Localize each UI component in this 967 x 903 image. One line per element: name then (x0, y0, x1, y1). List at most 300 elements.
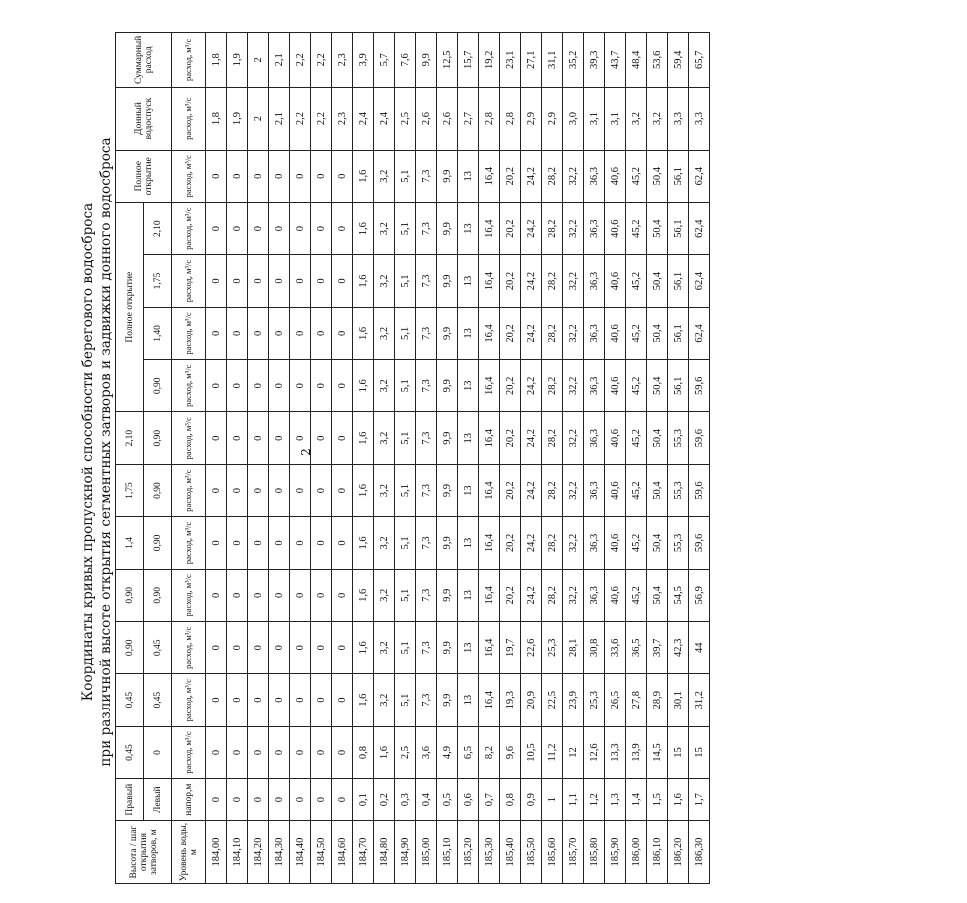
discharge-cell: 0 (227, 622, 248, 674)
discharge-cell: 62,4 (689, 150, 710, 202)
table-row (626, 33, 647, 884)
discharge-cell: 28,2 (542, 202, 563, 254)
discharge-cell: 5,1 (395, 202, 416, 254)
table-row (689, 33, 710, 884)
full-open-step-3: 2,10 (144, 202, 172, 254)
table-row (563, 33, 584, 884)
discharge-cell: 45,2 (626, 202, 647, 254)
discharge-cell: 28,2 (542, 255, 563, 307)
table-row (584, 33, 605, 884)
discharge-cell: 0 (248, 464, 269, 516)
discharge-cell: 0 (206, 674, 227, 726)
discharge-cell: 5,1 (395, 674, 416, 726)
discharge-cell: 13 (458, 150, 479, 202)
discharge-cell: 9,9 (437, 202, 458, 254)
discharge-cell: 0 (206, 517, 227, 569)
full-open-step-2: 1,75 (144, 255, 172, 307)
discharge-cell: 0 (311, 255, 332, 307)
discharge-cell: 3,2 (374, 674, 395, 726)
discharge-cell: 12 (563, 726, 584, 778)
discharge-cell: 0 (269, 674, 290, 726)
water-level-cell: 184,60 (332, 821, 353, 884)
discharge-cell: 13 (458, 517, 479, 569)
table-row (437, 33, 458, 884)
head-cell: 0 (269, 779, 290, 821)
discharge-cell: 50,4 (647, 464, 668, 516)
discharge-cell: 3,6 (416, 726, 437, 778)
discharge-cell: 45,2 (626, 412, 647, 464)
discharge-cell: 0 (332, 622, 353, 674)
discharge-cell: 3,3 (689, 87, 710, 150)
discharge-cell: 25,3 (542, 622, 563, 674)
discharge-cell: 7,3 (416, 569, 437, 621)
discharge-cell: 59,6 (689, 360, 710, 412)
discharge-cell: 1,9 (227, 87, 248, 150)
discharge-cell: 3,2 (374, 307, 395, 359)
total-discharge-cell: 3,9 (353, 33, 374, 88)
discharge-cell: 20,2 (500, 464, 521, 516)
discharge-cell: 1,6 (353, 360, 374, 412)
flow-unit-label: расход, м³/с (172, 622, 206, 674)
right-opening-4: 0,90 (116, 569, 144, 621)
discharge-cell: 59,6 (689, 464, 710, 516)
total-discharge-cell: 59,4 (668, 33, 689, 88)
discharge-cell: 1,6 (353, 464, 374, 516)
head-cell: 1,6 (668, 779, 689, 821)
discharge-cell: 28,2 (542, 412, 563, 464)
discharge-cell: 32,2 (563, 517, 584, 569)
discharge-cell: 36,3 (584, 412, 605, 464)
discharge-cell: 0 (311, 674, 332, 726)
discharge-cell: 0 (227, 726, 248, 778)
table-row (332, 33, 353, 884)
discharge-cell: 0 (290, 726, 311, 778)
discharge-cell: 9,9 (437, 255, 458, 307)
discharge-cell: 50,4 (647, 255, 668, 307)
table-row (206, 33, 227, 884)
discharge-cell: 9,9 (437, 517, 458, 569)
water-level-cell: 184,70 (353, 821, 374, 884)
discharge-cell: 14,5 (647, 726, 668, 778)
discharge-cell: 62,4 (689, 307, 710, 359)
discharge-cell: 0 (311, 726, 332, 778)
table-row (668, 33, 689, 884)
discharge-cell: 45,2 (626, 150, 647, 202)
discharge-cell: 1,6 (353, 307, 374, 359)
flow-unit-label: расход, м³/с (172, 202, 206, 254)
discharge-cell: 45,2 (626, 307, 647, 359)
discharge-cell: 15 (668, 726, 689, 778)
water-level-cell: 186,30 (689, 821, 710, 884)
discharge-cell: 0 (290, 307, 311, 359)
left-opening-7: 0,90 (144, 412, 172, 464)
discharge-cell: 0 (311, 202, 332, 254)
discharge-cell: 2,2 (311, 87, 332, 150)
head-cell: 1,2 (584, 779, 605, 821)
discharge-cell: 5,1 (395, 622, 416, 674)
discharge-cell: 2,5 (395, 726, 416, 778)
table-body (206, 33, 710, 884)
discharge-cell: 0 (332, 360, 353, 412)
discharge-cell: 2,8 (500, 87, 521, 150)
discharge-cell: 13 (458, 464, 479, 516)
discharge-cell: 55,3 (668, 412, 689, 464)
discharge-cell: 7,3 (416, 464, 437, 516)
discharge-cell: 0 (290, 674, 311, 726)
discharge-cell: 0 (290, 464, 311, 516)
discharge-cell: 13 (458, 360, 479, 412)
left-opening-4: 0,90 (144, 569, 172, 621)
discharge-cell: 50,4 (647, 360, 668, 412)
discharge-cell: 0 (332, 412, 353, 464)
discharge-cell: 24,2 (521, 202, 542, 254)
discharge-cell: 0 (269, 464, 290, 516)
water-level-cell: 185,30 (479, 821, 500, 884)
left-gate-label: Левый (144, 779, 172, 821)
total-discharge-cell: 2,2 (290, 33, 311, 88)
discharge-cell: 2,3 (332, 87, 353, 150)
discharge-cell: 20,2 (500, 150, 521, 202)
discharge-cell: 0 (227, 360, 248, 412)
right-opening-2: 0,45 (116, 674, 144, 726)
discharge-cell: 13 (458, 412, 479, 464)
right-gate-label: Правый (116, 779, 144, 821)
discharge-cell: 56,1 (668, 255, 689, 307)
discharge-cell: 40,6 (605, 150, 626, 202)
discharge-cell: 0 (290, 517, 311, 569)
head-cell: 0 (227, 779, 248, 821)
total-discharge-cell: 2,3 (332, 33, 353, 88)
discharge-cell: 2,9 (521, 87, 542, 150)
corner-label: Высота / шаг открытия затворов, м (116, 821, 172, 884)
total-discharge-cell: 48,4 (626, 33, 647, 88)
discharge-cell: 0 (269, 255, 290, 307)
head-cell: 0 (290, 779, 311, 821)
discharge-cell: 0 (206, 726, 227, 778)
discharge-cell: 3,2 (374, 412, 395, 464)
discharge-cell: 1,6 (353, 517, 374, 569)
discharge-cell: 19,3 (500, 674, 521, 726)
full-open-single-label: Полное открытие (116, 150, 172, 202)
discharge-cell: 0 (311, 517, 332, 569)
discharge-cell: 32,2 (563, 255, 584, 307)
discharge-cell: 0 (206, 569, 227, 621)
discharge-cell: 16,4 (479, 622, 500, 674)
discharge-cell: 36,3 (584, 517, 605, 569)
discharge-cell: 0 (311, 569, 332, 621)
flow-unit-label: расход, м³/с (172, 307, 206, 359)
discharge-cell: 0 (332, 464, 353, 516)
discharge-cell: 0 (332, 517, 353, 569)
discharge-cell: 13 (458, 569, 479, 621)
discharge-cell: 7,3 (416, 360, 437, 412)
discharge-cell: 3,2 (374, 150, 395, 202)
discharge-cell: 3,2 (626, 87, 647, 150)
discharge-cell: 0 (227, 255, 248, 307)
discharge-cell: 20,9 (521, 674, 542, 726)
discharge-cell: 3,2 (374, 464, 395, 516)
flow-unit-label: расход, м³/с (172, 674, 206, 726)
discharge-cell: 7,3 (416, 517, 437, 569)
discharge-cell: 28,2 (542, 517, 563, 569)
page-number: 2 (299, 448, 313, 456)
discharge-cell: 0 (227, 150, 248, 202)
discharge-cell: 0 (269, 307, 290, 359)
discharge-cell: 36,3 (584, 569, 605, 621)
discharge-cell: 0 (248, 360, 269, 412)
water-level-cell: 186,00 (626, 821, 647, 884)
discharge-cell: 28,2 (542, 464, 563, 516)
discharge-cell: 45,2 (626, 360, 647, 412)
discharge-cell: 3,2 (374, 517, 395, 569)
discharge-cell: 3,2 (374, 360, 395, 412)
discharge-cell: 1,6 (353, 202, 374, 254)
discharge-cell: 36,3 (584, 360, 605, 412)
discharge-cell: 27,8 (626, 674, 647, 726)
discharge-cell: 36,3 (584, 307, 605, 359)
discharge-cell: 2,7 (458, 87, 479, 150)
discharge-cell: 13 (458, 202, 479, 254)
head-cell: 0,8 (500, 779, 521, 821)
discharge-cell: 16,4 (479, 360, 500, 412)
discharge-cell: 56,1 (668, 202, 689, 254)
discharge-cell: 59,6 (689, 412, 710, 464)
right-opening-7: 2,10 (116, 412, 144, 464)
bottom-outlet-label: Донный водоспуск (116, 87, 172, 150)
discharge-cell: 16,4 (479, 202, 500, 254)
discharge-cell: 36,3 (584, 464, 605, 516)
discharge-cell: 40,6 (605, 464, 626, 516)
discharge-cell: 26,5 (605, 674, 626, 726)
total-discharge-cell: 27,1 (521, 33, 542, 88)
discharge-cell: 0 (332, 255, 353, 307)
head-cell: 0 (332, 779, 353, 821)
table-row (521, 33, 542, 884)
total-discharge-cell: 1,9 (227, 33, 248, 88)
discharge-cell: 30,8 (584, 622, 605, 674)
discharge-cell: 7,3 (416, 307, 437, 359)
discharge-cell: 0 (290, 255, 311, 307)
discharge-cell: 0 (269, 360, 290, 412)
discharge-cell: 40,6 (605, 307, 626, 359)
discharge-cell: 1,6 (353, 569, 374, 621)
discharge-cell: 0 (311, 412, 332, 464)
left-opening-3: 0,45 (144, 622, 172, 674)
discharge-cell: 40,6 (605, 202, 626, 254)
head-cell: 0,5 (437, 779, 458, 821)
discharge-cell: 50,4 (647, 307, 668, 359)
water-level-cell: 185,70 (563, 821, 584, 884)
discharge-cell: 16,4 (479, 255, 500, 307)
water-level-cell: 186,20 (668, 821, 689, 884)
discharge-cell: 0 (206, 622, 227, 674)
head-cell: 0,2 (374, 779, 395, 821)
full-open-group-label: Полное открытие (116, 202, 144, 412)
head-cell: 0,3 (395, 779, 416, 821)
discharge-cell: 32,2 (563, 412, 584, 464)
discharge-cell: 20,2 (500, 517, 521, 569)
discharge-cell: 1,8 (206, 87, 227, 150)
discharge-cell: 0 (248, 202, 269, 254)
discharge-cell: 50,4 (647, 569, 668, 621)
table-row (500, 33, 521, 884)
flow-unit-label: расход, м³/с (172, 255, 206, 307)
discharge-cell: 9,9 (437, 622, 458, 674)
discharge-cell: 5,1 (395, 360, 416, 412)
discharge-cell: 28,2 (542, 150, 563, 202)
discharge-cell: 36,3 (584, 150, 605, 202)
head-label: напор,м (172, 779, 206, 821)
discharge-cell: 13 (458, 307, 479, 359)
title-line-2: при различной высоте открытия сегментных затворов и задвижки донного водосброса (98, 137, 114, 767)
discharge-cell: 0 (248, 255, 269, 307)
total-discharge-cell: 43,7 (605, 33, 626, 88)
discharge-cell: 1,6 (353, 255, 374, 307)
total-discharge-cell: 2,1 (269, 33, 290, 88)
discharge-cell: 56,9 (689, 569, 710, 621)
water-level-cell: 185,00 (416, 821, 437, 884)
discharge-cell: 0 (332, 569, 353, 621)
discharge-cell: 32,2 (563, 202, 584, 254)
discharge-cell: 20,2 (500, 255, 521, 307)
discharge-cell: 0 (311, 622, 332, 674)
discharge-cell: 0 (332, 674, 353, 726)
discharge-cell: 5,1 (395, 150, 416, 202)
head-cell: 1,7 (689, 779, 710, 821)
discharge-cell: 0 (248, 517, 269, 569)
discharge-cell: 13,9 (626, 726, 647, 778)
water-level-cell: 185,10 (437, 821, 458, 884)
water-level-cell: 185,40 (500, 821, 521, 884)
discharge-cell: 0 (311, 360, 332, 412)
discharge-cell: 0 (227, 307, 248, 359)
right-opening-1: 0,45 (116, 726, 144, 778)
table-row (395, 33, 416, 884)
discharge-cell: 2,8 (479, 87, 500, 150)
head-cell: 0,6 (458, 779, 479, 821)
discharge-cell: 0 (206, 202, 227, 254)
flow-unit-label: расход, м³/с (172, 726, 206, 778)
flow-unit-label: расход, м³/с (172, 360, 206, 412)
water-level-cell: 186,10 (647, 821, 668, 884)
discharge-cell: 24,2 (521, 150, 542, 202)
discharge-cell: 45,2 (626, 517, 647, 569)
discharge-cell: 44 (689, 622, 710, 674)
table-row (269, 33, 290, 884)
discharge-cell: 0 (269, 150, 290, 202)
discharge-cell: 3,0 (563, 87, 584, 150)
discharge-cell: 2,1 (269, 87, 290, 150)
discharge-cell: 9,9 (437, 464, 458, 516)
discharge-cell: 2,2 (290, 87, 311, 150)
table-row (248, 33, 269, 884)
discharge-cell: 10,5 (521, 726, 542, 778)
discharge-cell: 0 (269, 202, 290, 254)
discharge-cell: 54,5 (668, 569, 689, 621)
discharge-cell: 0 (290, 360, 311, 412)
water-level-cell: 184,50 (311, 821, 332, 884)
discharge-cell: 1,6 (353, 412, 374, 464)
total-discharge-cell: 31,1 (542, 33, 563, 88)
table-row (479, 33, 500, 884)
discharge-cell: 24,2 (521, 360, 542, 412)
water-level-cell: 185,20 (458, 821, 479, 884)
table-rotation-frame (115, 32, 967, 882)
discharge-cell: 40,6 (605, 569, 626, 621)
discharge-cell: 9,9 (437, 307, 458, 359)
flow-unit-label: расход, м³/с (172, 87, 206, 150)
discharge-cell: 2,5 (395, 87, 416, 150)
discharge-cell: 32,2 (563, 150, 584, 202)
header-row-right (116, 33, 144, 884)
full-open-step-1: 1,40 (144, 307, 172, 359)
total-discharge-cell: 65,7 (689, 33, 710, 88)
discharge-cell: 0 (269, 412, 290, 464)
discharge-cell: 0 (248, 150, 269, 202)
right-opening-6: 1,75 (116, 464, 144, 516)
discharge-cell: 7,3 (416, 674, 437, 726)
discharge-cell: 7,3 (416, 255, 437, 307)
discharge-cell: 0 (311, 307, 332, 359)
flow-unit-label: расход, м³/с (172, 150, 206, 202)
head-cell: 0,7 (479, 779, 500, 821)
discharge-cell: 0 (227, 412, 248, 464)
discharge-cell: 3,1 (584, 87, 605, 150)
discharge-cell: 28,1 (563, 622, 584, 674)
water-level-cell: 184,10 (227, 821, 248, 884)
water-level-cell: 185,60 (542, 821, 563, 884)
discharge-cell: 2 (248, 87, 269, 150)
discharge-table (115, 32, 710, 884)
discharge-cell: 24,2 (521, 307, 542, 359)
discharge-cell: 0 (269, 726, 290, 778)
left-opening-5: 0,90 (144, 517, 172, 569)
table-row (416, 33, 437, 884)
total-discharge-label: Суммарный расход (116, 33, 172, 88)
total-discharge-cell: 53,6 (647, 33, 668, 88)
total-discharge-cell: 23,1 (500, 33, 521, 88)
discharge-cell: 24,2 (521, 517, 542, 569)
discharge-cell: 5,1 (395, 517, 416, 569)
table-row (374, 33, 395, 884)
discharge-cell: 2,4 (374, 87, 395, 150)
discharge-cell: 55,3 (668, 517, 689, 569)
head-cell: 1,1 (563, 779, 584, 821)
flow-unit-label: расход, м³/с (172, 517, 206, 569)
discharge-cell: 28,9 (647, 674, 668, 726)
head-cell: 0 (311, 779, 332, 821)
left-opening-2: 0,45 (144, 674, 172, 726)
discharge-cell: 25,3 (584, 674, 605, 726)
total-discharge-cell: 2 (248, 33, 269, 88)
discharge-cell: 16,4 (479, 464, 500, 516)
discharge-cell: 0 (248, 569, 269, 621)
discharge-cell: 9,9 (437, 412, 458, 464)
discharge-cell: 20,2 (500, 360, 521, 412)
discharge-cell: 28,2 (542, 569, 563, 621)
flow-unit-label: расход, м³/с (172, 412, 206, 464)
discharge-cell: 7,3 (416, 622, 437, 674)
discharge-cell: 56,1 (668, 307, 689, 359)
discharge-cell: 0 (206, 360, 227, 412)
discharge-cell: 4,9 (437, 726, 458, 778)
table-row (605, 33, 626, 884)
discharge-cell: 2,6 (437, 87, 458, 150)
left-opening-8: 0,90 (144, 360, 172, 412)
discharge-cell: 16,4 (479, 517, 500, 569)
discharge-cell: 33,6 (605, 622, 626, 674)
head-cell: 0 (248, 779, 269, 821)
